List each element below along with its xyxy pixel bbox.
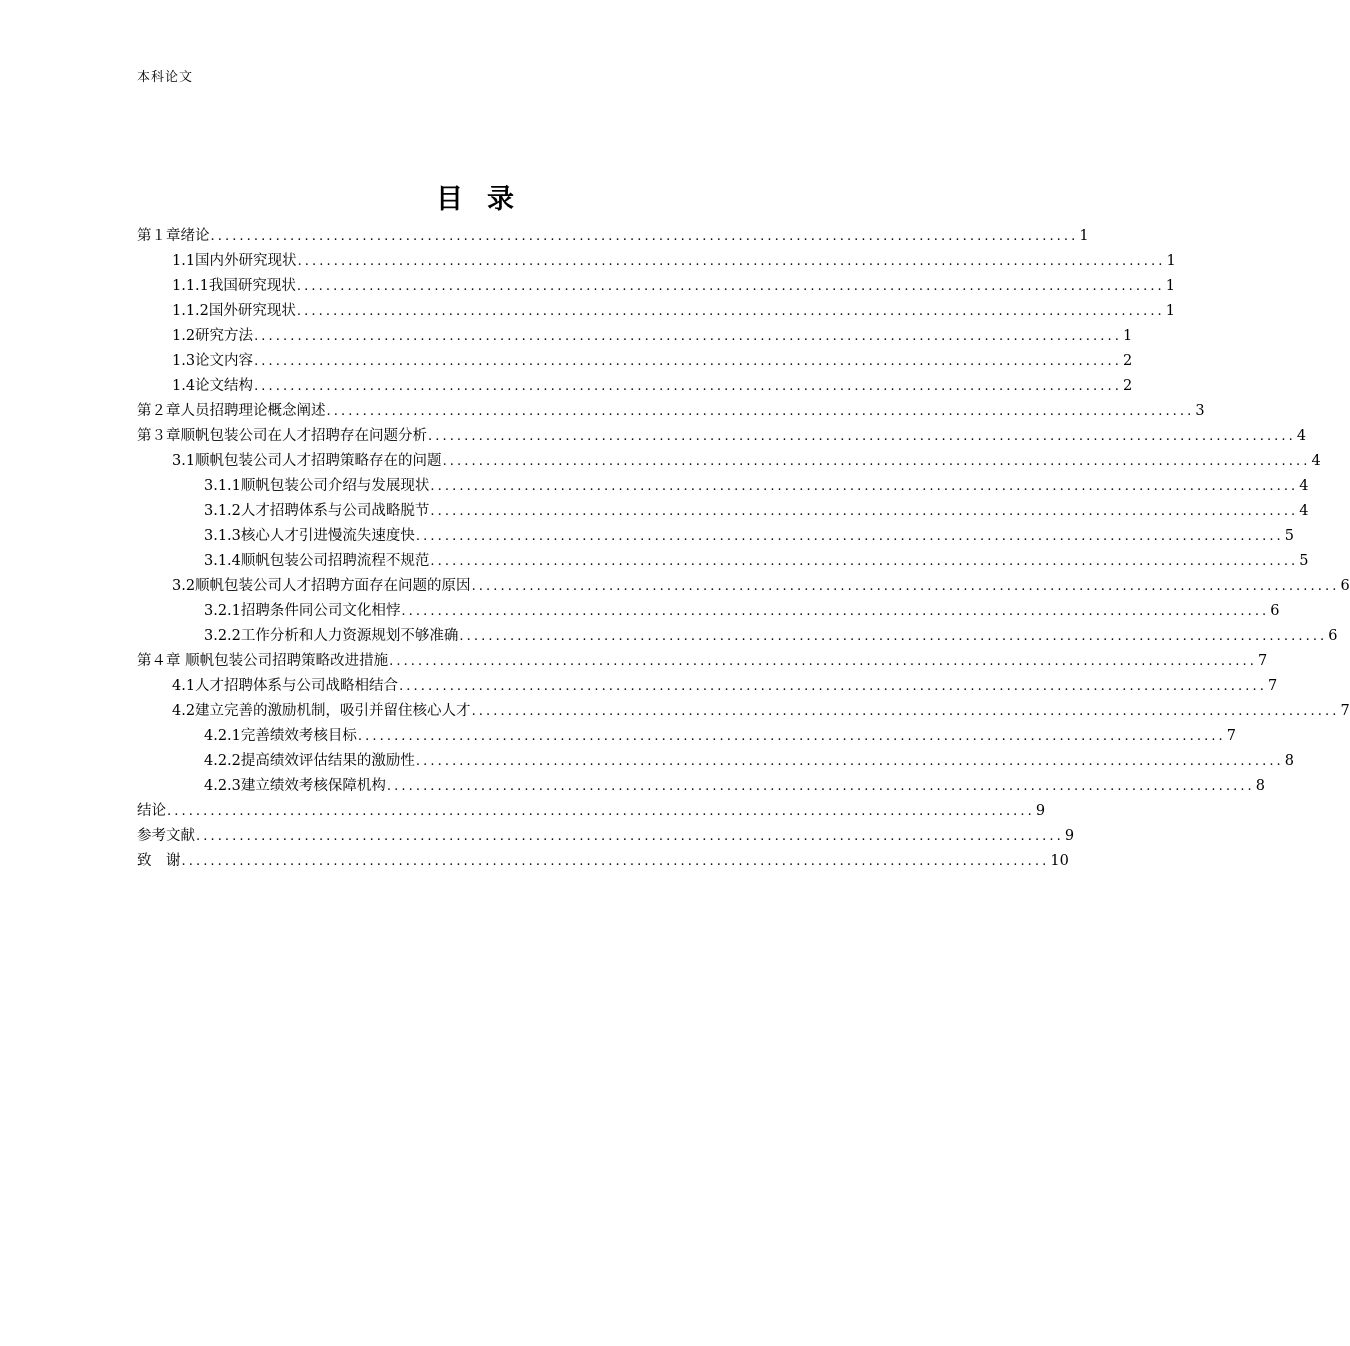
page-header: 本科论文 bbox=[137, 70, 194, 85]
toc-entry-page: 3 bbox=[1195, 403, 1205, 419]
toc-entry-page: 9 bbox=[1064, 828, 1075, 844]
toc-entry-page: 6 bbox=[1340, 578, 1350, 594]
toc-entry-label: 1.1.1我国研究现状 bbox=[172, 278, 296, 294]
toc-entry-page: 7 bbox=[1226, 728, 1237, 744]
toc-entry-label: 1.1国内外研究现状 bbox=[172, 253, 297, 269]
toc-entry[interactable] bbox=[137, 399, 1205, 424]
toc-dot-leader: ........................................................................................................................ bbox=[296, 279, 1165, 294]
toc-entry-page: 5 bbox=[1284, 528, 1295, 544]
toc-entry-label: 第２章人员招聘理论概念阐述 bbox=[137, 403, 326, 419]
toc-entry-label: 4.2.3建立绩效考核保障机构 bbox=[204, 778, 386, 794]
toc-entry[interactable] bbox=[137, 649, 1268, 674]
toc-entry-label: 4.2建立完善的激励机制，吸引并留住核心人才 bbox=[172, 703, 471, 719]
toc-entry-label: 1.1.2国外研究现状 bbox=[172, 303, 296, 319]
toc-entry-label: 4.2.1完善绩效考核目标 bbox=[204, 728, 357, 744]
toc-entry-label: 3.2.1招聘条件同公司文化相悖 bbox=[204, 603, 401, 619]
toc-dot-leader: ........................................................................................................................ bbox=[428, 429, 1296, 444]
toc-entry-label: 致 谢 bbox=[137, 853, 181, 869]
toc-entry-page: 4 bbox=[1299, 478, 1309, 494]
toc-dot-leader: ........................................................................................................................ bbox=[430, 554, 1299, 569]
toc-entry[interactable] bbox=[137, 699, 1350, 724]
toc-entry-label: 第４章 顺帆包装公司招聘策略改进措施 bbox=[137, 653, 389, 669]
toc-dot-leader: ........................................................................................................................ bbox=[389, 654, 1257, 669]
toc-entry[interactable] bbox=[137, 249, 1176, 274]
toc-dot-leader: ........................................................................................................................ bbox=[296, 304, 1165, 319]
toc-entry-page: 8 bbox=[1284, 753, 1295, 769]
toc-entry-page: 8 bbox=[1255, 778, 1266, 794]
toc-dot-leader: ........................................................................................................................ bbox=[254, 329, 1122, 344]
toc-entry-label: 3.1.1顺帆包装公司介绍与发展现状 bbox=[204, 478, 430, 494]
toc-title-char: 录 bbox=[487, 184, 514, 215]
toc-entry-page: 4 bbox=[1299, 503, 1309, 519]
toc-entry-page: 5 bbox=[1299, 553, 1309, 569]
toc-dot-leader: ........................................................................................................................ bbox=[442, 454, 1311, 469]
toc-entry-page: 9 bbox=[1035, 803, 1046, 819]
toc-entry-label: 3.2顺帆包装公司人才招聘方面存在问题的原因 bbox=[172, 578, 471, 594]
toc-dot-leader: ........................................................................................................................ bbox=[471, 704, 1340, 719]
toc-dot-leader: ........................................................................................................................ bbox=[430, 504, 1299, 519]
toc-entry[interactable] bbox=[137, 324, 1133, 349]
toc-entry[interactable] bbox=[137, 749, 1295, 774]
toc-entry-page: 1 bbox=[1165, 278, 1176, 294]
toc-dot-leader: ........................................................................................................................ bbox=[254, 354, 1122, 369]
toc-entry-page: 7 bbox=[1267, 678, 1278, 694]
toc-entry-label: 第１章绪论 bbox=[137, 228, 210, 244]
toc-entry-page: 4 bbox=[1311, 453, 1321, 469]
toc-entry-label: 3.1.2人才招聘体系与公司战略脱节 bbox=[204, 503, 430, 519]
toc-entry[interactable] bbox=[137, 299, 1176, 324]
toc-entry[interactable] bbox=[137, 424, 1307, 449]
toc-entry-page: 7 bbox=[1340, 703, 1350, 719]
toc-entry-label: 1.3论文内容 bbox=[172, 353, 254, 369]
toc-entry-page: 1 bbox=[1122, 328, 1133, 344]
toc-entry[interactable] bbox=[137, 349, 1133, 374]
toc-entry-label: 1.4论文结构 bbox=[172, 378, 254, 394]
toc-dot-leader: ........................................................................................................................ bbox=[399, 679, 1267, 694]
toc-entry-label: 4.2.2提高绩效评估结果的激励性 bbox=[204, 753, 415, 769]
toc-entry[interactable] bbox=[137, 449, 1321, 474]
toc-dot-leader: ........................................................................................................................ bbox=[401, 604, 1270, 619]
toc-entry[interactable] bbox=[137, 474, 1309, 499]
toc-entry-page: 1 bbox=[1165, 303, 1176, 319]
toc-dot-leader: ........................................................................................................................ bbox=[326, 404, 1195, 419]
toc-entry-page: 4 bbox=[1296, 428, 1307, 444]
toc-entry-page: 7 bbox=[1258, 653, 1268, 669]
toc-dot-leader: ........................................................................................................................ bbox=[181, 854, 1050, 869]
toc-dot-leader: ........................................................................................................................ bbox=[210, 229, 1079, 244]
toc-entry-label: 3.1.3核心人才引进慢流失速度快 bbox=[204, 528, 415, 544]
toc-entry[interactable] bbox=[137, 724, 1237, 749]
toc-dot-leader: ........................................................................................................................ bbox=[297, 254, 1166, 269]
toc-entry[interactable] bbox=[137, 674, 1278, 699]
toc-dot-leader: ........................................................................................................................ bbox=[459, 629, 1328, 644]
toc-dot-leader: ........................................................................................................................ bbox=[254, 379, 1122, 394]
toc-entry-label: 3.1.4顺帆包装公司招聘流程不规范 bbox=[204, 553, 430, 569]
toc-entry-label: 结论 bbox=[137, 803, 166, 819]
toc-dot-leader: ........................................................................................................................ bbox=[357, 729, 1226, 744]
toc-entry[interactable] bbox=[137, 624, 1338, 649]
toc-dot-leader: ........................................................................................................................ bbox=[386, 779, 1255, 794]
toc-entry[interactable] bbox=[137, 274, 1176, 299]
toc-dot-leader: ........................................................................................................................ bbox=[471, 579, 1340, 594]
toc-dot-leader: ........................................................................................................................ bbox=[430, 479, 1299, 494]
toc-entry-label: 3.1顺帆包装公司人才招聘策略存在的问题 bbox=[172, 453, 442, 469]
toc-dot-leader: ........................................................................................................................ bbox=[415, 529, 1284, 544]
toc-dot-leader: ........................................................................................................................ bbox=[196, 829, 1064, 844]
toc-entry-page: 6 bbox=[1328, 628, 1338, 644]
table-of-contents bbox=[137, 224, 1350, 874]
toc-entry-label: 3.2.2工作分析和人力资源规划不够准确 bbox=[204, 628, 459, 644]
toc-entry-page: 1 bbox=[1166, 253, 1176, 269]
toc-entry-label: 第３章顺帆包装公司在人才招聘存在问题分析 bbox=[137, 428, 427, 444]
toc-title bbox=[0, 182, 950, 218]
toc-entry-page: 6 bbox=[1270, 603, 1280, 619]
toc-entry-page: 2 bbox=[1122, 378, 1133, 394]
toc-entry[interactable] bbox=[137, 499, 1309, 524]
toc-entry-label: 参考文献 bbox=[137, 828, 195, 844]
toc-entry-page: 2 bbox=[1122, 353, 1133, 369]
toc-entry-label: 4.1人才招聘体系与公司战略相结合 bbox=[172, 678, 399, 694]
toc-entry[interactable] bbox=[137, 849, 1069, 874]
toc-entry[interactable] bbox=[137, 774, 1266, 799]
toc-entry[interactable] bbox=[137, 524, 1295, 549]
toc-dot-leader: ........................................................................................................................ bbox=[167, 804, 1035, 819]
toc-entry[interactable] bbox=[137, 799, 1046, 824]
toc-dot-leader: ........................................................................................................................ bbox=[415, 754, 1284, 769]
toc-entry-page: 1 bbox=[1079, 228, 1089, 244]
toc-entry[interactable] bbox=[137, 824, 1075, 849]
toc-entry[interactable] bbox=[137, 599, 1280, 624]
toc-entry[interactable] bbox=[137, 224, 1089, 249]
toc-entry-page: 10 bbox=[1050, 853, 1069, 869]
toc-entry-label: 1.2研究方法 bbox=[172, 328, 254, 344]
toc-title-char: 目 bbox=[436, 184, 463, 215]
toc-entry[interactable] bbox=[137, 374, 1133, 399]
toc-entry[interactable] bbox=[137, 574, 1350, 599]
toc-entry[interactable] bbox=[137, 549, 1309, 574]
